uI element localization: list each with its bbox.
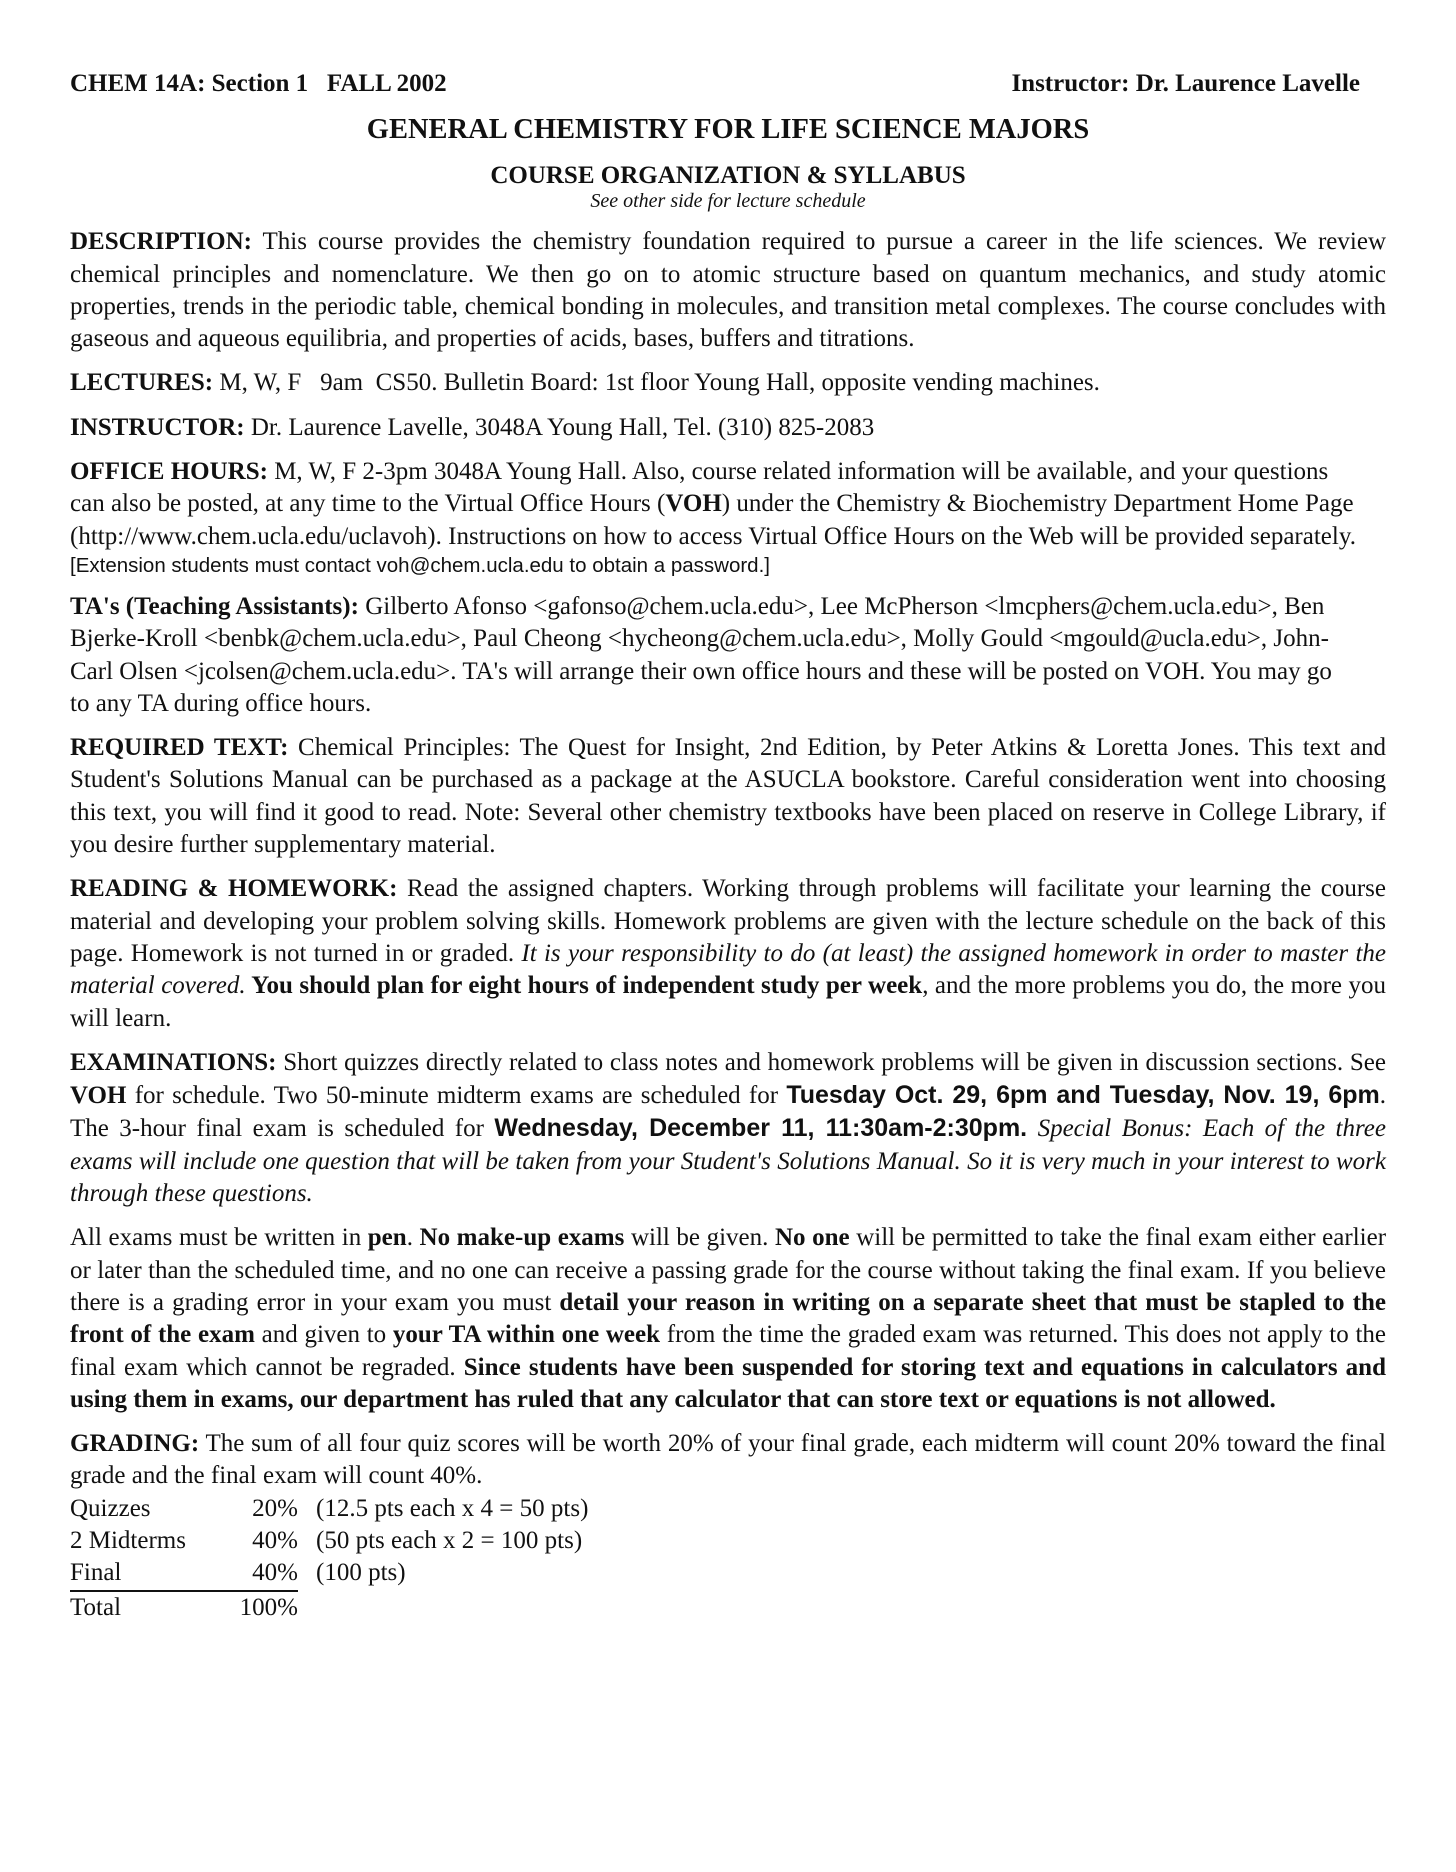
course-code: CHEM 14A: Section 1 FALL 2002	[70, 70, 447, 97]
exams-voh: VOH	[70, 1082, 127, 1110]
instructor-header: Instructor: Dr. Laurence Lavelle	[1011, 70, 1360, 97]
grade-detail: (100 pts)	[316, 1559, 406, 1587]
policy-text-6: from the time the graded exam was returned. This does not apply to the final exam which cannot be regraded.	[70, 1321, 1386, 1381]
exams-text-1: Short quizzes directly related to class notes and homework problems will be given in discussion sections. See	[276, 1048, 1386, 1076]
policy-section	[70, 1222, 1386, 1416]
office-hours-text-2: ) under the Chemistry & Biochemistry Department Home Page (http://www.chem.ucla.edu/uclavoh). Instructions on how to access Virtual Office Hours on the Web will be provided separately.	[70, 490, 1356, 550]
grade-percent: 40%	[252, 1526, 298, 1554]
grade-item: Final	[70, 1557, 216, 1590]
table-row	[70, 1557, 588, 1590]
lectures-text: M, W, F 9am CS50. Bulletin Board: 1st floor Young Hall, opposite vending machines.	[213, 369, 1100, 397]
policy-text-3: will be given.	[624, 1224, 775, 1252]
grade-item: Quizzes	[70, 1494, 151, 1522]
ta-text: Gilberto Afonso <gafonso@chem.ucla.edu>, Lee McPherson <lmcphers@chem.ucla.edu>, Ben Bjerke-Kroll <benbk@chem.ucla.edu>, Paul Cheong <hycheong@chem.ucla.edu>, Molly Gould <mgould@ucla.edu>, John-Carl Olsen <jcolsen@chem.ucla.edu>. TA's will arrange their own office hours and these will be posted on VOH. You may go to any TA during office hours.	[70, 592, 1332, 717]
grade-percent: 100%	[239, 1593, 298, 1621]
policy-text-2: .	[406, 1224, 420, 1252]
policy-bold-6: Since students have been suspended for storing text and equations in calculators and using them in exams, our department has ruled that any calculator that can store text or equations is not allowed.	[70, 1353, 1386, 1413]
table-row	[70, 1493, 588, 1525]
exams-text-3: . The 3-hour final exam is scheduled for	[70, 1082, 1386, 1143]
reading-bold: You should plan for eight hours of independent study per week	[245, 972, 923, 1000]
office-hours-label: OFFICE HOURS:	[70, 458, 268, 486]
grade-percent: 20%	[252, 1494, 298, 1522]
policy-bold-4: detail your reason in writing on a separate sheet that must be stapled to the front of the exam	[70, 1288, 1387, 1349]
required-text-section	[70, 732, 1386, 861]
grade-detail: (12.5 pts each x 4 = 50 pts)	[316, 1494, 589, 1522]
reading-label: READING & HOMEWORK:	[70, 875, 398, 903]
reading-text-2: , and the more problems you do, the more you will learn.	[70, 972, 1386, 1032]
description-text: This course provides the chemistry foundation required to pursue a career in the life sciences. We review chemical principles and nomenclature. We then go on to atomic structure based on quantum mechanics, and study atomic properties, trends in the periodic table, chemical bonding in molecules, and transition metal complexes. The course concludes with gaseous and aqueous equilibria, and properties of acids, bases, buffers and titrations.	[70, 228, 1386, 353]
reading-italic: It is your responsibility to do (at least) the assigned homework in order to master the material covered.	[70, 939, 1386, 1000]
table-row	[70, 1591, 588, 1624]
page-title: GENERAL CHEMISTRY FOR LIFE SCIENCE MAJORS	[366, 114, 1090, 146]
policy-bold-3: No one	[774, 1224, 850, 1252]
grade-percent: 40%	[216, 1557, 298, 1590]
schedule-note: See other side for lecture schedule	[590, 190, 866, 213]
final-date: Wednesday, December 11, 11:30am-2:30pm.	[494, 1114, 1028, 1143]
ta-section	[70, 591, 1386, 720]
exams-label: EXAMINATIONS:	[70, 1048, 277, 1076]
grade-item: 2 Midterms	[70, 1526, 186, 1554]
grade-detail: (50 pts each x 2 = 100 pts)	[316, 1526, 583, 1554]
policy-bold-1: pen	[367, 1224, 407, 1252]
header-row	[70, 68, 1386, 100]
exams-section	[70, 1047, 1386, 1210]
ta-label: TA's (Teaching Assistants):	[70, 592, 359, 620]
special-bonus: Special Bonus: Each of the three exams will include one question that will be taken from your Student's Solutions Manual. So it is very much in your interest to work through these questions.	[70, 1115, 1386, 1208]
instructor-text: Dr. Laurence Lavelle, 3048A Young Hall, Tel. (310) 825-2083	[244, 413, 875, 441]
instructor-section	[70, 412, 1386, 444]
grading-label: GRADING:	[70, 1430, 200, 1458]
grading-table	[70, 1493, 588, 1624]
required-text-body: Chemical Principles: The Quest for Insight, 2nd Edition, by Peter Atkins & Loretta Jones. This text and Student's Solutions Manual can be purchased as a package at the ASUCLA bookstore. Careful consideration went into choosing this text, you will find it good to read. Note: Several other chemistry textbooks have been placed on reserve in College Library, if you desire further supplementary material.	[70, 734, 1387, 859]
policy-text-5: and given to	[254, 1321, 393, 1349]
table-row	[70, 1525, 588, 1557]
required-text-label: REQUIRED TEXT:	[70, 734, 289, 762]
reading-section	[70, 873, 1386, 1034]
grade-item: Total	[70, 1593, 122, 1621]
grading-section	[70, 1428, 1386, 1493]
grade-detail	[298, 1591, 588, 1624]
office-hours-text-1: M, W, F 2-3pm 3048A Young Hall. Also, course related information will be available, and your questions can also be posted, at any time to the Virtual Office Hours (	[70, 458, 1329, 518]
reading-text-1: Read the assigned chapters. Working through problems will facilitate your learning the course material and developing your problem solving skills. Homework problems are given with the lecture schedule on the back of this page. Homework is not turned in or graded.	[70, 875, 1387, 967]
voh-abbrev: VOH	[665, 490, 722, 518]
description-label: DESCRIPTION:	[70, 228, 252, 256]
policy-text-4: will be permitted to take the final exam either earlier or later than the scheduled time, and no one can receive a passing grade for the course without taking the final exam. If you believe there is a grading error in your exam you must	[70, 1224, 1387, 1316]
exams-text-2: for schedule. Two 50-minute midterm exams are scheduled for	[126, 1082, 787, 1110]
grading-text: The sum of all four quiz scores will be worth 20% of your final grade, each midterm will count 20% toward the final grade and the final exam will count 40%.	[70, 1430, 1386, 1490]
instructor-label: INSTRUCTOR:	[70, 413, 245, 441]
lectures-label: LECTURES:	[70, 369, 214, 397]
policy-text-1: All exams must be written in	[70, 1224, 368, 1252]
description-section	[70, 226, 1386, 355]
policy-bold-5: your TA within one week	[392, 1321, 661, 1349]
page-subtitle: COURSE ORGANIZATION & SYLLABUS	[490, 162, 966, 190]
lectures-section	[70, 367, 1386, 399]
midterm-dates: Tuesday Oct. 29, 6pm and Tuesday, Nov. 19, 6pm	[786, 1081, 1380, 1110]
extension-note: [Extension students must contact voh@chem.ucla.edu to obtain a password.]	[70, 553, 770, 577]
policy-bold-2: No make-up exams	[419, 1224, 625, 1252]
office-hours-section	[70, 456, 1386, 553]
